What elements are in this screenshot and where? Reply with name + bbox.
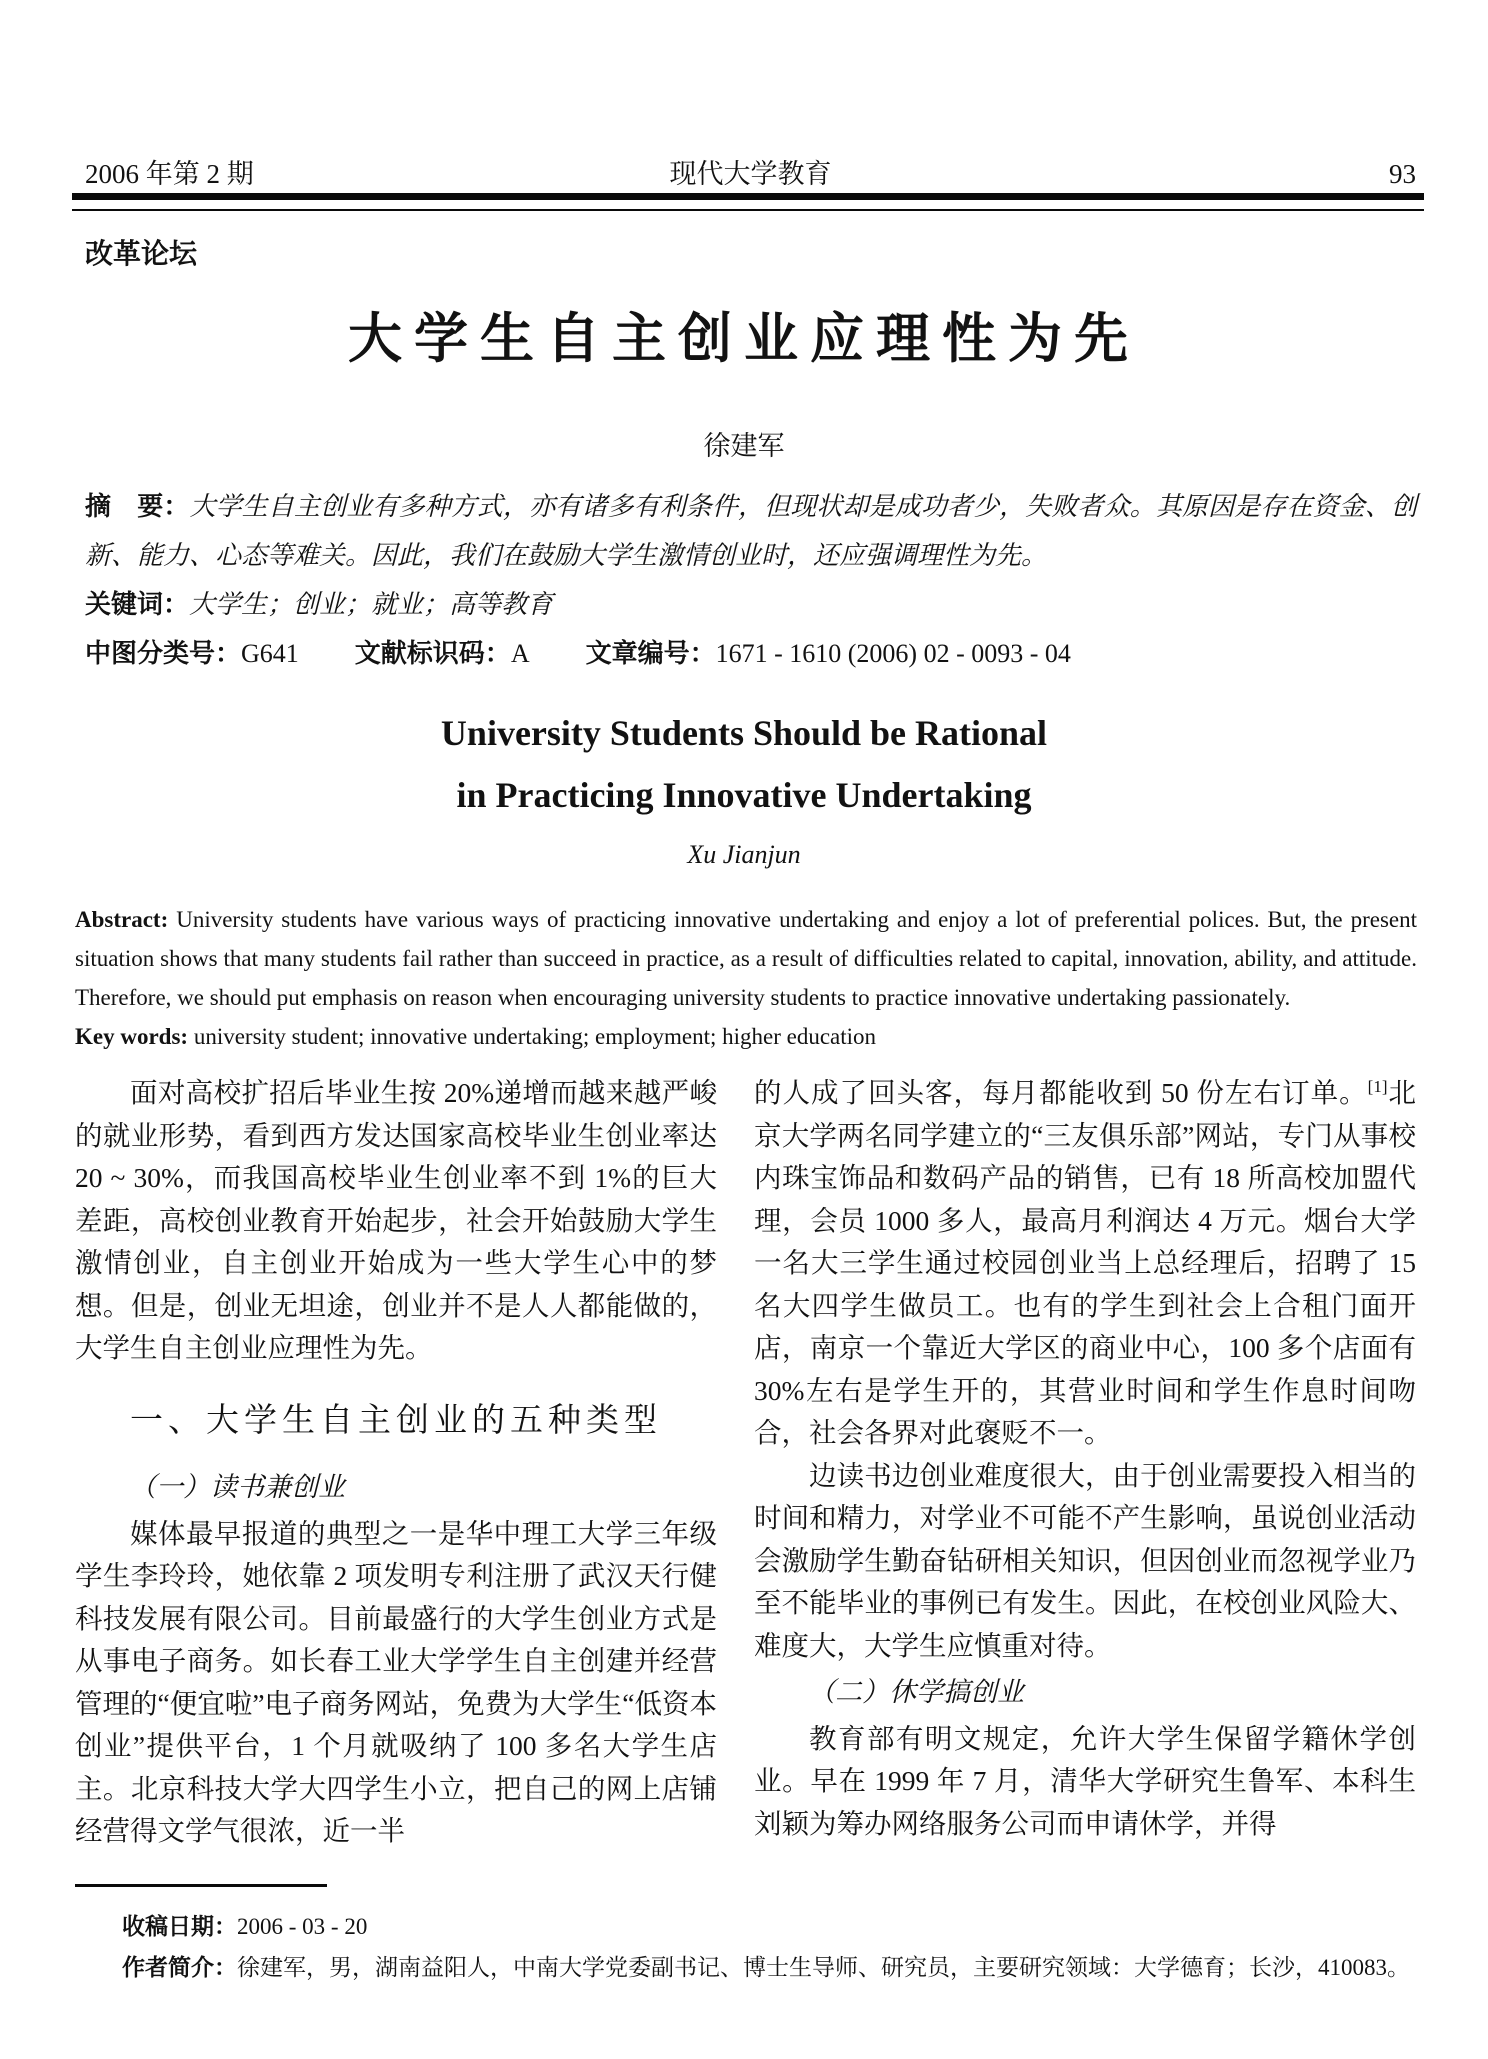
article-id-value: 1671 - 1610 (2006) 02 - 0093 - 04 [715, 639, 1071, 668]
received-date-label: 收稿日期： [122, 1913, 237, 1939]
english-title-line2: in Practicing Innovative Undertaking [456, 775, 1032, 815]
english-abstract-block [75, 900, 1417, 1056]
english-keywords-paragraph [75, 1017, 1417, 1056]
received-date-value: 2006 - 03 - 20 [237, 1914, 368, 1939]
body-text: 北京大学两名同学建立的“三友俱乐部”网站，专门从事校内珠宝饰品和数码产品的销售，已有 18 所高校加盟代理，会员 1000 多人，最高月利润达 4 万元。烟台大学一名大三学生通过校园创业当上总经理后，招聘了 15 名大四学生做员工。也有的学生到社会上合租门面开店，南京一个靠近大学区的商业中心，100 多个店面有 30%左右是学生开的，其营业时间和学生作息时间吻合，社会各界对此褒贬不一。 [754, 1077, 1417, 1448]
english-keywords-label: Key words: [75, 1024, 189, 1049]
article-id-label: 文章编号： [585, 638, 716, 668]
section-heading-1: 一、大学生自主创业的五种类型 [130, 1402, 662, 1439]
keywords-paragraph [85, 580, 1417, 629]
footnote-block [122, 1906, 1432, 1988]
subsection-heading-1: （一）读书兼创业 [129, 1472, 345, 1502]
keywords-text: 大学生；创业；就业；高等教育 [189, 590, 554, 619]
english-abstract-label: Abstract: [75, 907, 169, 932]
article-title: 大学生自主创业应理性为先 [348, 309, 1140, 369]
clc-value: G641 [241, 639, 299, 668]
body-text: 的人成了回头客，每月都能收到 50 份左右订单。 [754, 1077, 1368, 1108]
body-paragraph: 媒体最早报道的典型之一是华中理工大学三年级学生李玲玲，她依靠 2 项发明专利注册了武汉天行健科技发展有限公司。目前最盛行的大学生创业方式是从事电子商务。如长春工业大学学生自主创建并经营管理的“便宜啦”电子商务网站，免费为大学生“低资本创业”提供平台，1 个月就吸纳了 100 多名大学生店主。北京科技大学大四学生小立，把自己的网上店铺经营得文学气很浓，近一半 [75, 1517, 717, 1846]
clc-label: 中图分类号： [85, 638, 242, 668]
footnote-reference: [1] [1367, 1076, 1388, 1096]
english-keywords-text: university student; innovative undertaking; employment; higher education [188, 1024, 877, 1049]
received-date-line [122, 1906, 1432, 1947]
abstract-paragraph [85, 482, 1417, 580]
issue-label: 2006 年第 2 期 [85, 159, 254, 189]
header-rule-thin [72, 209, 1424, 211]
abstract-label: 摘 要： [85, 491, 190, 521]
body-column-left [75, 1072, 717, 1853]
english-abstract-paragraph [75, 900, 1417, 1017]
doc-code-value: A [510, 639, 530, 668]
body-paragraph: 教育部有明文规定，允许大学生保留学籍休学创业。早在 1999 年 7 月，清华大学研究生鲁军、本科生刘颖为筹办网络服务公司而申请休学，并得 [754, 1722, 1416, 1839]
keywords-label: 关键词： [85, 589, 190, 619]
page-number: 93 [1389, 159, 1416, 189]
english-title [0, 702, 1488, 826]
english-author: Xu Jianjun [687, 840, 801, 869]
author-bio-value: 徐建军，男，湖南益阳人，中南大学党委副书记、博士生导师、研究员，主要研究领域：大学德育；长沙，410083。 [237, 1955, 1410, 1980]
author-bio-line [122, 1947, 1432, 1988]
body-paragraph [754, 1072, 1416, 1455]
journal-name: 现代大学教育 [669, 159, 832, 189]
english-abstract-text: University students have various ways of practicing innovative undertaking and enjoy a lot of preferential polices. But, the present situation shows that many students fail rather than succeed in practice, as a result of difficulties related to capital, innovation, ability, and attitude. Therefore, we should put emphasis on reason when encouraging university students to practice innovative undertaking passionately. [75, 907, 1417, 1010]
body-paragraph: 面对高校扩招后毕业生按 20%递增而越来越严峻的就业形势，看到西方发达国家高校毕业生创业率达 20 ~ 30%，而我国高校毕业生创业率不到 1%的巨大差距，高校创业教育开始起步，社会开始鼓励大学生激情创业，自主创业开始成为一些大学生心中的梦想。但是，创业无坦途，创业并不是人人都能做的，大学生自主创业应理性为先。 [75, 1077, 717, 1363]
column-section-label: 改革论坛 [85, 238, 198, 269]
body-column-right [754, 1072, 1416, 1845]
author-bio-label: 作者简介： [122, 1954, 237, 1980]
running-head [85, 152, 1416, 191]
header-rule-thick [72, 193, 1424, 200]
footnote-rule [75, 1884, 327, 1887]
body-paragraph: 边读书边创业难度很大，由于创业需要投入相当的时间和精力，对学业不可能不产生影响，虽说创业活动会激励学生勤奋钻研相关知识，但因创业而忽视学业乃至不能毕业的事例已有发生。因此，在校创业风险大、难度大，大学生应慎重对待。 [754, 1459, 1416, 1661]
abstract-text: 大学生自主创业有多种方式，亦有诸多有利条件，但现状却是成功者少，失败者众。其原因是存在资金、创新、能力、心态等难关。因此，我们在鼓励大学生激情创业时，还应强调理性为先。 [85, 492, 1417, 570]
classification-paragraph [85, 629, 1417, 678]
subsection-heading-2: （二）休学搞创业 [808, 1677, 1024, 1707]
doc-code-label: 文献标识码： [354, 638, 511, 668]
article-author: 徐建军 [703, 431, 785, 461]
chinese-meta-block [85, 482, 1417, 678]
english-title-line1: University Students Should be Rational [440, 713, 1048, 753]
